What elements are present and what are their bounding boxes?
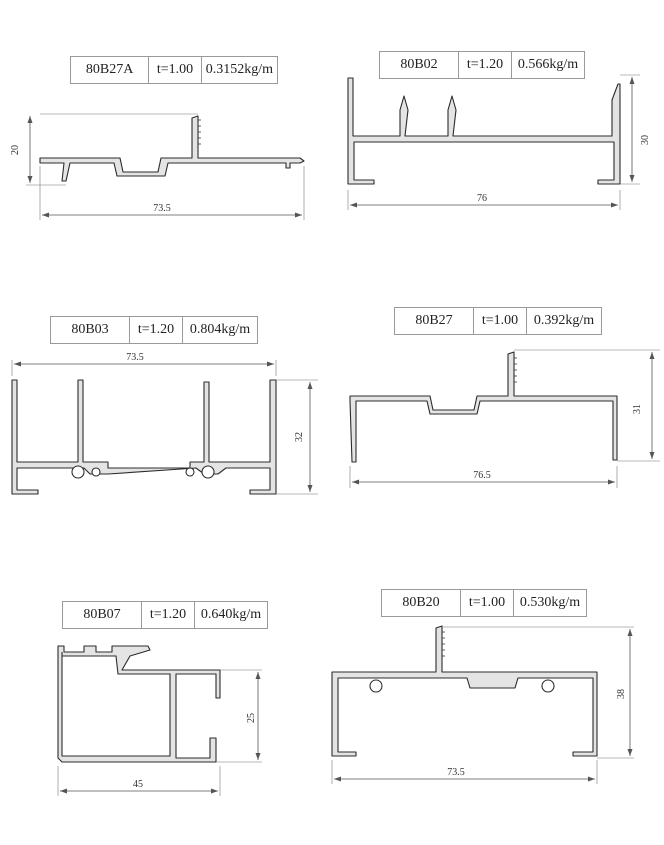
thickness: t=1.00	[149, 57, 202, 83]
dim-label-height: 25	[246, 713, 257, 723]
dim-label-width: 73.5	[447, 767, 465, 778]
thickness: t=1.20	[142, 602, 195, 628]
dim-label-width: 76	[477, 193, 487, 204]
dim-label-height: 32	[294, 432, 305, 442]
weight: 0.566kg/m	[517, 57, 579, 72]
model-code: 80B27A	[71, 57, 149, 83]
model-code: 80B03	[51, 317, 130, 343]
weight: 0.392kg/m	[533, 313, 595, 328]
thickness: t=1.20	[459, 52, 512, 78]
thickness: t=1.20	[130, 317, 183, 343]
profile-80B20-shape	[332, 626, 597, 756]
model-code: 80B27	[395, 308, 474, 334]
weight: 0.640kg/m	[200, 607, 262, 622]
dim-label-width: 73.5	[126, 352, 144, 363]
model-code: 80B02	[380, 52, 459, 78]
dim-label-height: 38	[616, 689, 627, 699]
profile-80B02	[348, 75, 651, 210]
dim-label-width: 73.5	[153, 203, 171, 214]
profile-80B27	[350, 350, 660, 488]
profile-80B03	[12, 352, 318, 494]
profile-80B27-shape	[350, 352, 617, 462]
weight: 0.804kg/m	[189, 322, 251, 337]
profile-80B27A	[10, 114, 304, 220]
profile-80B07	[58, 646, 262, 796]
dim-label-height: 31	[632, 404, 643, 414]
model-code: 80B07	[63, 602, 142, 628]
dim-label-width: 76.5	[473, 470, 491, 481]
profile-80B03-shape	[12, 380, 276, 494]
weight: 0.530kg/m	[519, 595, 581, 610]
profile-80B02-shape	[348, 78, 620, 184]
profile-80B27A-shape	[40, 116, 304, 181]
profile-80B20	[332, 626, 634, 784]
dim-label-height: 30	[640, 135, 651, 145]
thickness: t=1.00	[474, 308, 527, 334]
dim-label-height: 20	[10, 145, 21, 155]
model-code: 80B20	[382, 590, 461, 616]
dim-label-width: 45	[133, 779, 143, 790]
thickness: t=1.00	[461, 590, 514, 616]
weight: 0.3152kg/m	[205, 62, 273, 77]
